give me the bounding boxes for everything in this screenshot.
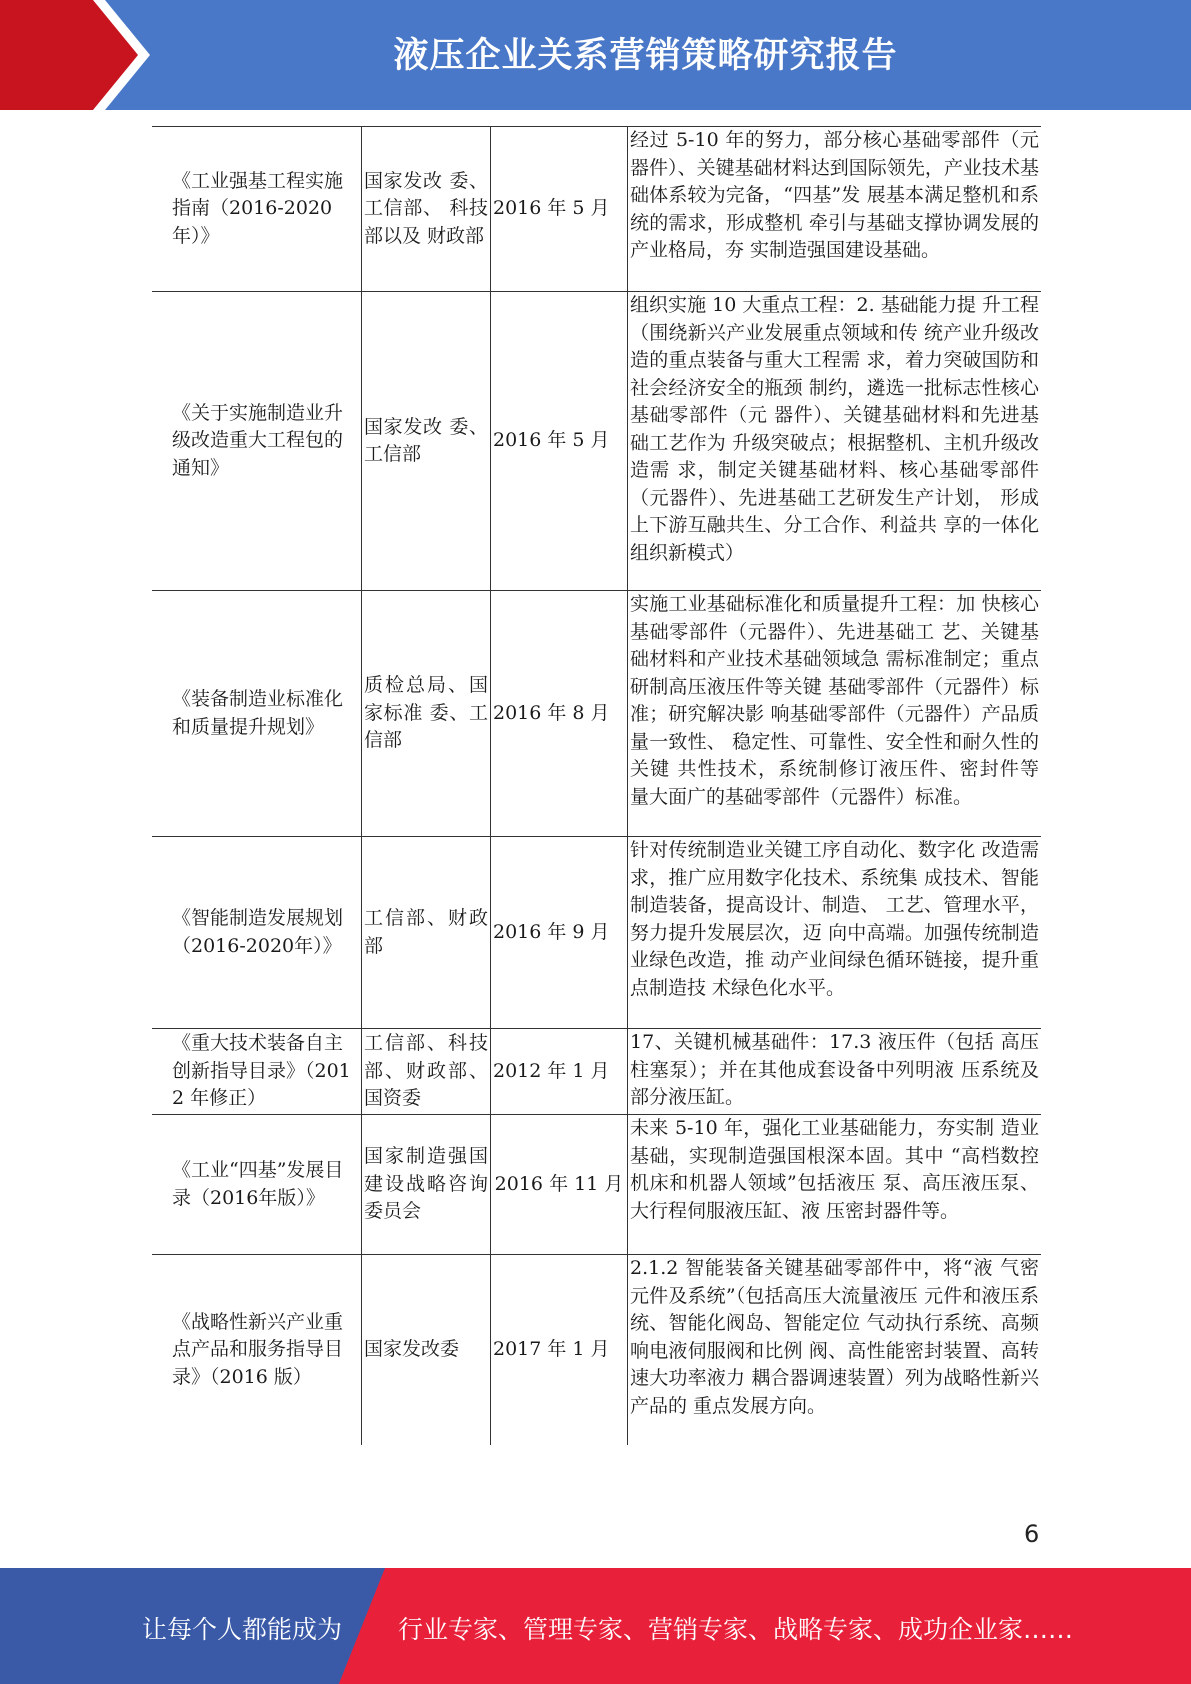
page-number: 6 [1024,1520,1040,1548]
table-row [152,1029,1041,1115]
agency-cell: 国家发改 委、工信部、 科技部以及 财政部 [362,127,491,292]
date-cell: 2016 年 8 月 [491,591,628,837]
table-row [152,591,1041,837]
date-cell: 2016 年 11 月 [491,1115,628,1255]
date-cell: 2016 年 9 月 [491,837,628,1029]
date-cell: 2016 年 5 月 [491,127,628,292]
table-row [152,837,1041,1029]
policy-name-cell: 《重大技术装备自主创新指导目录》（2012 年修正） [152,1029,362,1115]
footer-slogan-right: 行业专家、管理专家、营销专家、战略专家、成功企业家…… [398,1615,1074,1644]
table-row [152,1255,1041,1445]
policy-table [152,126,1041,1445]
table-row [152,292,1041,591]
date-cell: 2016 年 5 月 [491,292,628,591]
policy-name-cell: 《关于实施制造业升级改造重大工程包的通知》 [152,292,362,591]
policy-name-cell: 《工业“四基”发展目录（2016年版）》 [152,1115,362,1255]
footer-slogan-left: 让每个人都能成为 [142,1615,343,1644]
agency-cell: 国家制造强国建设战略咨询委员会 [362,1115,491,1255]
page-footer [0,1568,1191,1684]
policy-table-wrapper [152,126,1038,1445]
content-cell: 2.1.2 智能装备关键基础零部件中，将“液 气密元件及系统”（包括高压大流量液压 元件和液压系统、智能化阀岛、智能定位 气动执行系统、高频响电液伺服阀和比例 阀、高性能密封装置、高转速大功率液力 耦合器调速装置）列为战略性新兴产品的 重点发展方向。 [628,1255,1042,1445]
page-header [0,0,1191,110]
content-cell: 经过 5-10 年的努力，部分核心基础零部件（元器件）、关键基础材料达到国际领先，产业技术基础体系较为完备，“四基”发 展基本满足整机和系统的需求，形成整机 牵引与基础支撑协调发展的产业格局，夯 实制造强国建设基础。 [628,127,1042,292]
content-cell: 针对传统制造业关键工序自动化、数字化 改造需求，推广应用数字化技术、系统集 成技术、智能制造装备，提高设计、制造、 工艺、管理水平，努力提升发展层次，迈 向中高端。加强传统制造业绿色改造，推 动产业间绿色循环链接，提升重点制造技 术绿色化水平。 [628,837,1042,1029]
agency-cell: 工信部、财政部 [362,837,491,1029]
policy-name-cell: 《战略性新兴产业重点产品和服务指导目录》（2016 版） [152,1255,362,1445]
table-row [152,127,1041,292]
policy-name-cell: 《装备制造业标准化和质量提升规划》 [152,591,362,837]
policy-name-cell: 《智能制造发展规划（2016-2020年）》 [152,837,362,1029]
agency-cell: 国家发改委 [362,1255,491,1445]
header-red-arrow [0,0,150,110]
agency-cell: 工信部、科技部、财政部、国资委 [362,1029,491,1115]
agency-cell: 质检总局、国家标准 委、工信部 [362,591,491,837]
policy-name-cell: 《工业强基工程实施指南（2016-2020年）》 [152,127,362,292]
content-cell: 17、关键机械基础件：17.3 液压件（包括 高压柱塞泵）；并在其他成套设备中列明液 压系统及部分液压缸。 [628,1029,1042,1115]
content-cell: 实施工业基础标准化和质量提升工程：加 快核心基础零部件（元器件）、先进基础工 艺、关键基础材料和产业技术基础领域急 需标准制定；重点研制高压液压件等关键 基础零部件（元器件）标准；研究解决影 响基础零部件（元器件）产品质量一致性、 稳定性、可靠性、安全性和耐久性的关键 共性技术，系统制修订液压件、密封件等 量大面广的基础零部件（元器件）标准。 [628,591,1042,837]
agency-cell: 国家发改 委、工信部 [362,292,491,591]
date-cell: 2012 年 1 月 [491,1029,628,1115]
table-row [152,1115,1041,1255]
report-title: 液压企业关系营销策略研究报告 [393,36,898,76]
content-cell: 组织实施 10 大重点工程：2. 基础能力提 升工程（围绕新兴产业发展重点领域和传 统产业升级改造的重点装备与重大工程需 求，着力突破国防和社会经济安全的瓶颈 制约，遴选一批标志性核心基础零部件（元 器件）、关键基础材料和先进基础工艺作为 升级突破点；根据整机、主机升级改造需 求，制定关键基础材料、核心基础零部件 （元器件）、先进基础工艺研发生产计划， 形成上下游互融共生、分工合作、利益共 享的一体化组织新模式） [628,292,1042,591]
content-cell: 未来 5-10 年，强化工业基础能力，夯实制 造业基础，实现制造强国根深本固。其中 “高档数控机床和机器人领域”包括液压 泵、高压液压泵、大行程伺服液压缸、液 压密封器件等。 [628,1115,1042,1255]
date-cell: 2017 年 1 月 [491,1255,628,1445]
